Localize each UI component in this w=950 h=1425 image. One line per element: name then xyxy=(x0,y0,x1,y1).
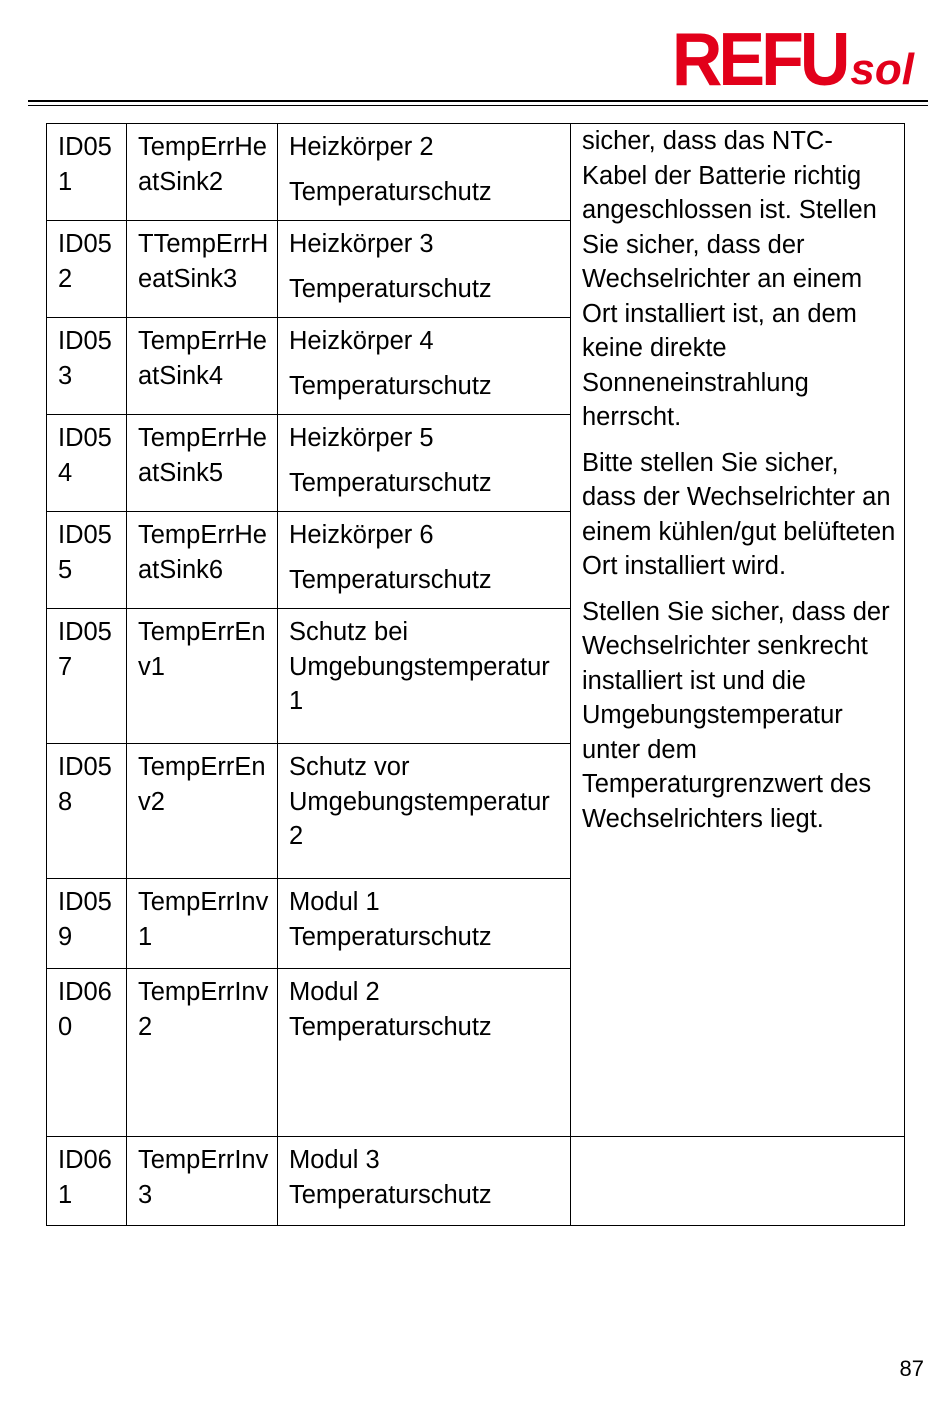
error-id: ID055 xyxy=(47,512,127,609)
error-description xyxy=(278,415,571,512)
error-name: TTempErrHeatSink3 xyxy=(127,221,278,318)
description-line: Temperaturschutz xyxy=(289,468,492,497)
logo-text-main: REFU xyxy=(671,16,847,102)
error-id: ID054 xyxy=(47,415,127,512)
description-line: Temperaturschutz xyxy=(289,371,492,400)
refusol-logo xyxy=(671,16,914,102)
solution-paragraph: Stellen Sie sicher, dass der Wechselrichter senkrecht installiert ist und die Umgebungstemperatur unter dem Temperaturgrenzwert des Wechselrichters liegt. xyxy=(582,597,890,833)
description-line: Temperaturschutz xyxy=(289,274,492,303)
header-rule-thin xyxy=(28,105,928,106)
error-description xyxy=(278,879,571,969)
description-line: Modul 1 Temperaturschutz xyxy=(289,888,492,951)
error-name: TempErrEnv2 xyxy=(127,744,278,879)
description-line: Heizkörper 3 xyxy=(289,230,434,258)
page-number: 87 xyxy=(899,1356,924,1381)
description-line: Temperaturschutz xyxy=(289,565,492,594)
solution-paragraph: Bitte stellen Sie sicher, dass der Wechselrichter an einem kühlen/gut belüfteten Ort installiert wird. xyxy=(582,448,896,580)
error-id: ID060 xyxy=(47,969,127,1137)
solution-cell-empty xyxy=(571,1137,905,1226)
error-id: ID059 xyxy=(47,879,127,969)
error-name: TempErrInv2 xyxy=(127,969,278,1137)
error-code-table xyxy=(46,123,905,1226)
error-description xyxy=(278,124,571,221)
error-description xyxy=(278,318,571,415)
error-description xyxy=(278,969,571,1137)
description-line: Schutz bei Umgebungstemperatur 1 xyxy=(289,618,550,715)
error-id: ID058 xyxy=(47,744,127,879)
error-id: ID061 xyxy=(47,1137,127,1226)
description-line: Heizkörper 2 xyxy=(289,133,434,161)
error-name: TempErrEnv1 xyxy=(127,609,278,744)
logo-text-sub: sol xyxy=(850,45,914,94)
description-line: Modul 2 Temperaturschutz xyxy=(289,978,492,1041)
error-id: ID051 xyxy=(47,124,127,221)
error-name: TempErrHeatSink4 xyxy=(127,318,278,415)
error-id: ID057 xyxy=(47,609,127,744)
solution-cell xyxy=(571,124,905,1137)
error-name: TempErrHeatSink6 xyxy=(127,512,278,609)
error-description xyxy=(278,609,571,744)
description-line: Heizkörper 5 xyxy=(289,424,434,452)
description-line: Schutz vor Umgebungstemperatur 2 xyxy=(289,753,550,850)
description-line: Heizkörper 6 xyxy=(289,521,434,549)
error-name: TempErrInv1 xyxy=(127,879,278,969)
header-rule xyxy=(28,100,928,102)
error-name: TempErrHeatSink2 xyxy=(127,124,278,221)
table-row xyxy=(47,1137,905,1226)
error-id: ID053 xyxy=(47,318,127,415)
table-row xyxy=(47,124,905,221)
description-line: Heizkörper 4 xyxy=(289,327,434,355)
error-name: TempErrHeatSink5 xyxy=(127,415,278,512)
error-description xyxy=(278,512,571,609)
description-line: Temperaturschutz xyxy=(289,177,492,206)
error-description xyxy=(278,1137,571,1226)
error-id: ID052 xyxy=(47,221,127,318)
solution-paragraph: sicher, dass das NTC-Kabel der Batterie richtig angeschlossen ist. Stellen Sie sicher, dass der Wechselrichter an einem Ort installiert ist, an dem keine direkte Sonneneinstrahlung herrscht. xyxy=(582,127,877,431)
error-description xyxy=(278,744,571,879)
error-description xyxy=(278,221,571,318)
error-name: TempErrInv3 xyxy=(127,1137,278,1226)
description-line: Modul 3 Temperaturschutz xyxy=(289,1146,492,1209)
